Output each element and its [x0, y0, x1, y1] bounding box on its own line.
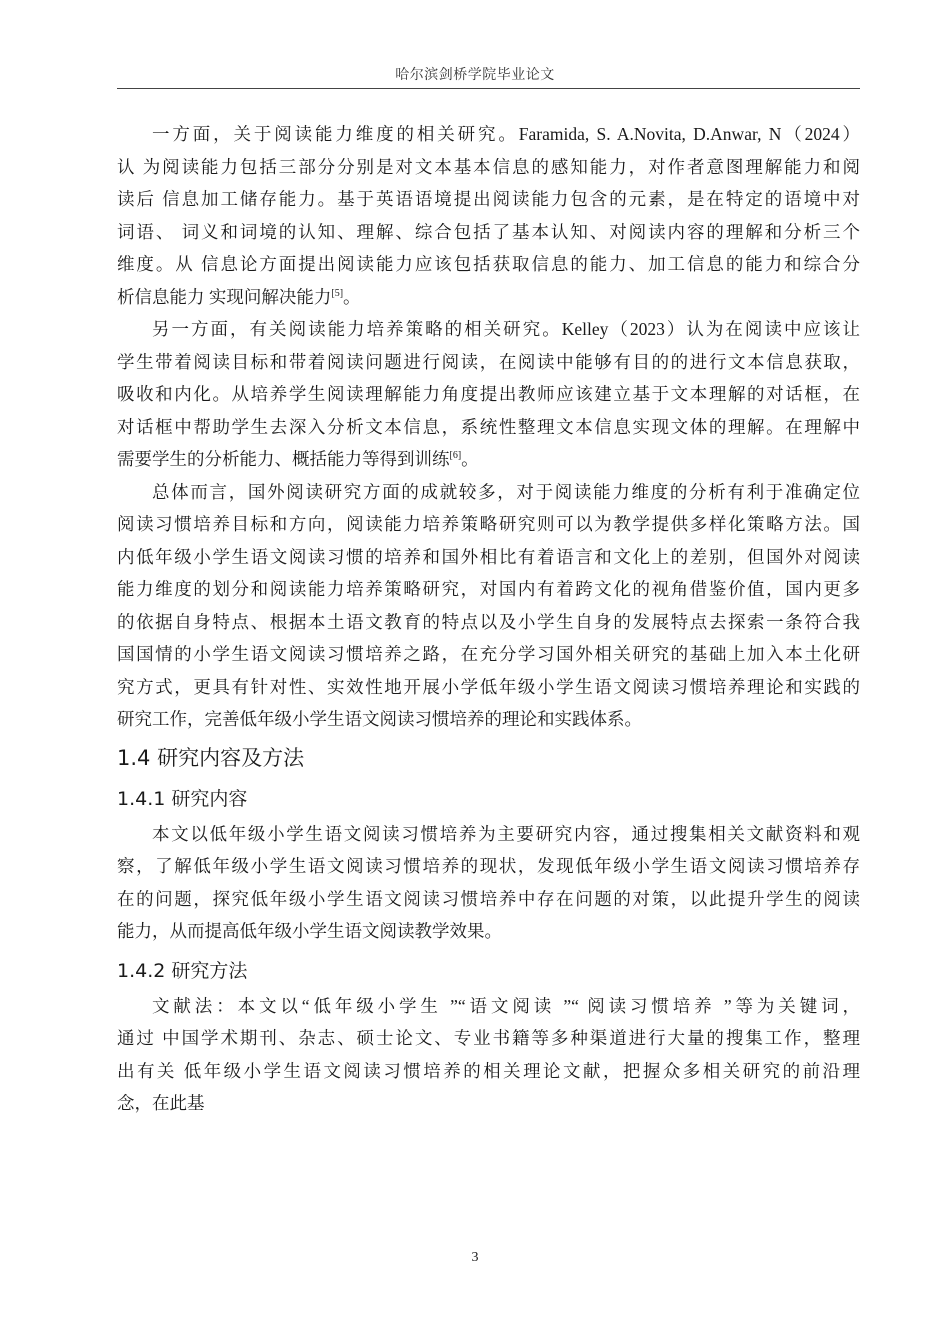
header-title: 哈尔滨剑桥学院毕业论文: [395, 68, 555, 83]
citation-ref: [6]: [449, 450, 462, 462]
sentence-end: 。: [461, 449, 479, 469]
subsection-heading: 1.4.2 研究方法: [117, 959, 248, 982]
text-line: 在的问题，探究低年级小学生语文阅读习惯培养中存在问题的对策，以此提升学生的阅读: [117, 888, 860, 909]
text-line: 能力，从而提高低年级小学生语文阅读教学效果。: [117, 921, 502, 941]
text-line: 读后 信息加工储存能力。基于英语语境提出阅读能力包含的元素，是在特定的语境中对: [117, 189, 860, 209]
text-line: 吸收和内化。从培养学生阅读理解能力角度提出教师应该建立基于文本理解的对话框，在: [117, 384, 860, 404]
text-line: 一方面，关于阅读能力维度的相关研究。Faramida, S. A.Novita, D.Anwar, N（2024）: [152, 124, 860, 144]
text-line: 本文以低年级小学生语文阅读习惯培养为主要研究内容，通过搜集相关文献资料和观: [152, 823, 860, 844]
text-line: 总体而言，国外阅读研究方面的成就较多，对于阅读能力维度的分析有利于准确定位: [152, 481, 860, 502]
text-line: 阅读习惯培养目标和方向，阅读能力培养策略研究则可以为教学提供多样化策略方法。国: [117, 514, 860, 534]
text-line: 国国情的小学生语文阅读习惯培养之路，在充分学习国外相关研究的基础上加入本土化研: [117, 644, 860, 664]
text-line: 内低年级小学生语文阅读习惯的培养和国外相比有着语言和文化上的差别，但国外对阅读: [117, 546, 860, 567]
text-line: 能力维度的划分和阅读能力培养策略研究，对国内有着跨文化的视角借鉴价值，国内更多: [117, 579, 860, 599]
paragraph-reading-strategies: [117, 313, 860, 476]
text-line: 研究工作，完善低年级小学生语文阅读习惯培养的理论和实践体系。: [117, 709, 642, 729]
text-line: [117, 281, 860, 314]
text-line: 通过 中国学术期刊、杂志、硕士论文、专业书籍等多种渠道进行大量的搜集工作，整理: [117, 1028, 860, 1048]
text-line: 文献法：本文以“低年级小学生 ”“语文阅读 ”“ 阅读习惯培养 ”等为关键词，: [152, 995, 860, 1016]
paragraph-research-methods: [117, 990, 860, 1120]
page-number: 3: [471, 1250, 479, 1265]
citation-ref: [5]: [331, 287, 344, 299]
text-line: 维度。从 信息论方面提出阅读能力应该包括获取信息的能力、加工信息的能力和综合分: [117, 254, 860, 274]
text-line: 的依据自身特点、根据本土语文教育的特点以及小学生自身的发展特点去探索一条符合我: [117, 611, 860, 632]
text-line: 对话框中帮助学生去深入分析文本信息，系统性整理文本信息实现文体的理解。在理解中: [117, 416, 860, 437]
text-line: 词语、 词义和词境的认知、理解、综合包括了基本认知、对阅读内容的理解和分析三个: [117, 221, 860, 242]
text-line: 察，了解低年级小学生语文阅读习惯培养的现状，发现低年级小学生语文阅读习惯培养存: [117, 856, 860, 876]
paragraph-summary: [117, 476, 860, 736]
header-divider: [117, 88, 860, 89]
text-line: 念，在此基: [117, 1093, 205, 1113]
text-line: [117, 443, 860, 476]
sentence-end: 。: [343, 286, 361, 307]
section-heading: 1.4 研究内容及方法: [117, 745, 305, 770]
text-line: 出有关 低年级小学生语文阅读习惯培养的相关理论文献，把握众多相关研究的前沿理: [117, 1060, 860, 1081]
text-line-body: 需要学生的分析能力、概括能力等得到训练: [117, 449, 450, 469]
paragraph-research-content: [117, 818, 860, 948]
text-line: 学生带着阅读目标和带着阅读问题进行阅读，在阅读中能够有目的的进行文本信息获取，: [117, 351, 860, 372]
text-line-body: 析信息能力 实现问解决能力: [117, 286, 332, 307]
subsection-heading: 1.4.1 研究内容: [117, 787, 248, 810]
paragraph-reading-ability-dimensions: [117, 118, 860, 313]
text-line: 另一方面，有关阅读能力培养策略的相关研究。Kelley（2023）认为在阅读中应该让: [152, 319, 860, 339]
text-line: 究方式，更具有针对性、实效性地开展小学低年级小学生语文阅读习惯培养理论和实践的: [117, 676, 860, 697]
text-line: 认 为阅读能力包括三部分分别是对文本基本信息的感知能力，对作者意图理解能力和阅: [117, 156, 860, 177]
page-body: [117, 118, 860, 1120]
